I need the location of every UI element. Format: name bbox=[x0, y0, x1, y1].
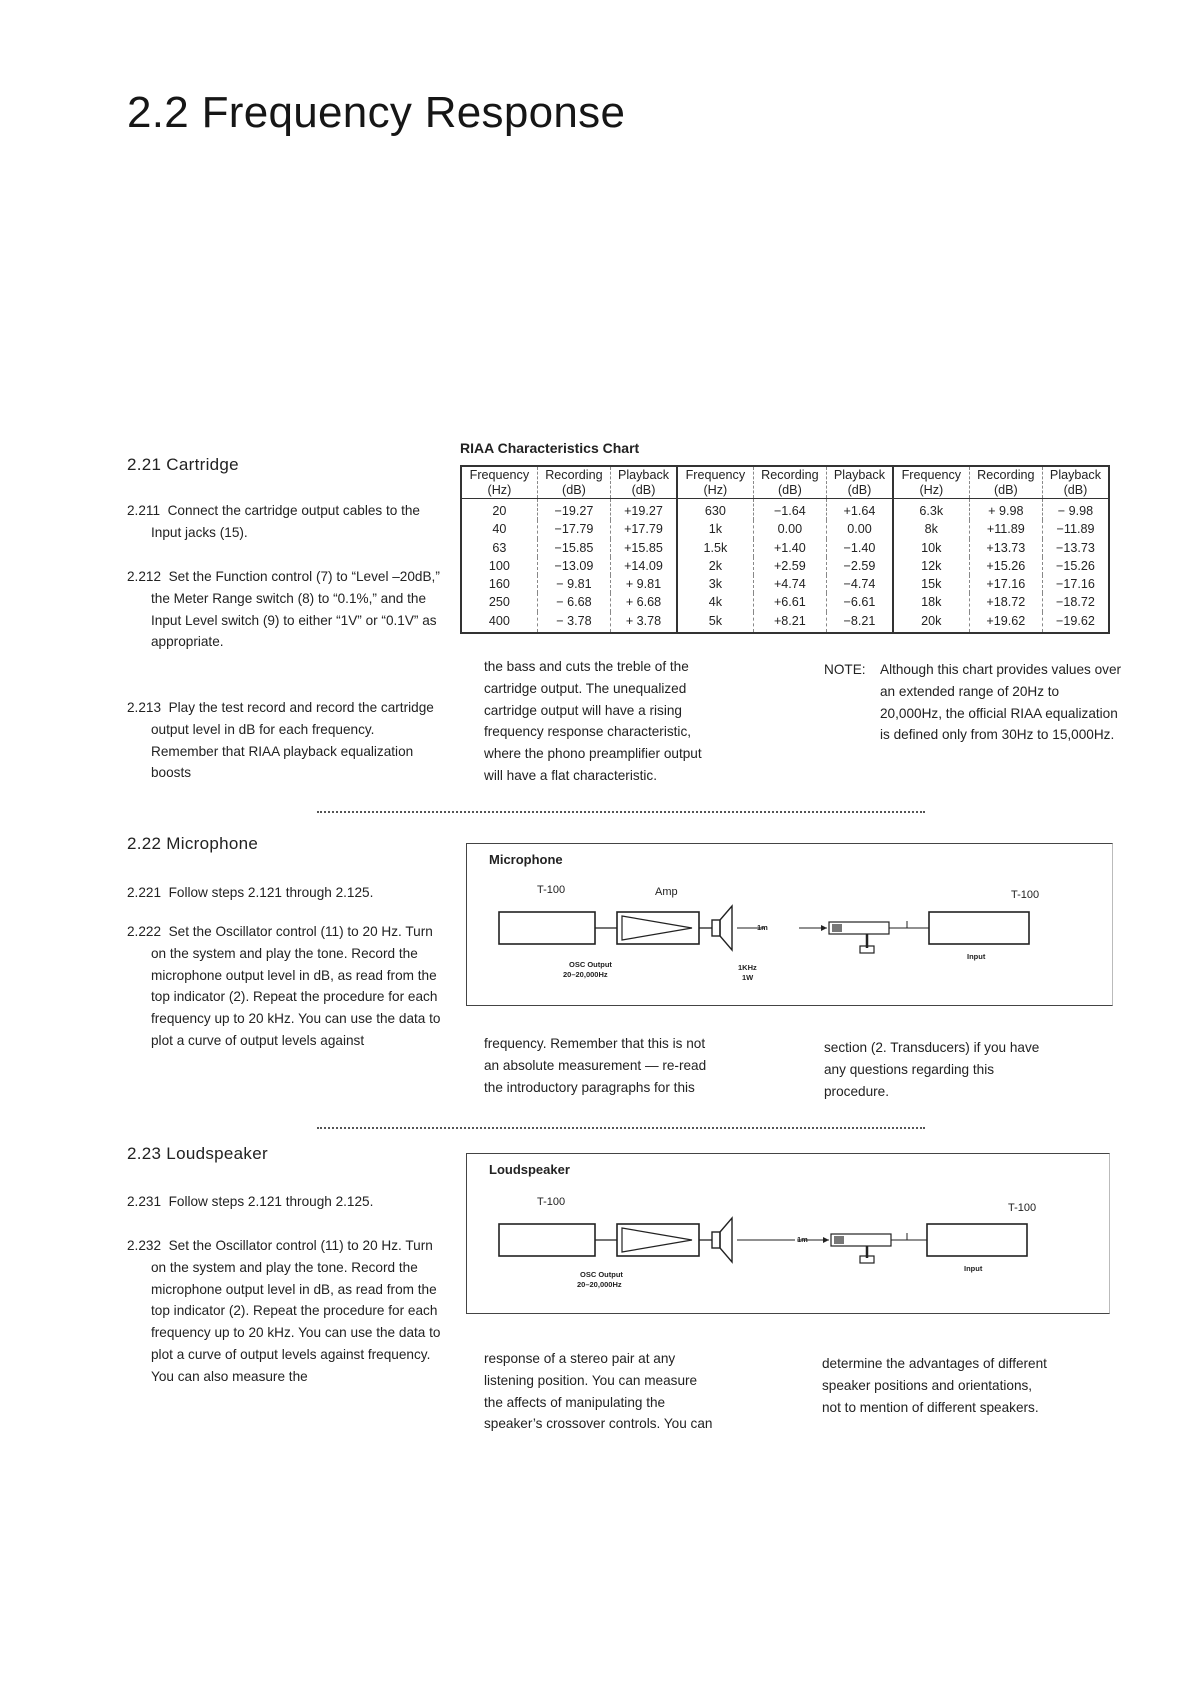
riaa-cell: −13.09 bbox=[537, 557, 610, 575]
riaa-cell: 2k bbox=[677, 557, 753, 575]
microphone-heading: 2.22 Microphone bbox=[127, 834, 259, 853]
distance-label: 1m bbox=[757, 923, 768, 932]
step-text: Connect the cartridge output cables to the Input jacks (15). bbox=[151, 503, 420, 540]
step-number: 2.221 bbox=[127, 885, 162, 900]
riaa-cell: +6.61 bbox=[753, 593, 826, 611]
step-text: Follow steps 2.121 through 2.125. bbox=[168, 1194, 374, 1209]
speaker-icon bbox=[712, 1232, 720, 1248]
step-text: Set the Oscillator control (11) to 20 Hz. Turn on the system and play the tone. Record the microphone output level in dB, as read from the top indicator (2). Repeat the procedure for each frequency up to 20 kHz. You can use the data to plot a curve of output levels against bbox=[151, 924, 441, 1048]
right-device-label: T-100 bbox=[1011, 889, 1040, 901]
riaa-cell: −15.26 bbox=[1056, 558, 1095, 573]
riaa-cell: +19.62 bbox=[969, 612, 1042, 633]
step-number: 2.211 bbox=[127, 503, 161, 518]
analyzer-box bbox=[927, 1224, 1027, 1256]
note-text: Although this chart provides values over an extended range of 20Hz to 20,000Hz, the official RIAA equalization is defined only from 30Hz to 15,000Hz. bbox=[880, 662, 1122, 743]
riaa-row bbox=[461, 575, 1109, 593]
microphone-diagram bbox=[466, 843, 1113, 1006]
riaa-body bbox=[461, 499, 1109, 634]
riaa-cell: +8.21 bbox=[753, 612, 826, 633]
riaa-cell: − 9.81 bbox=[537, 575, 610, 593]
riaa-cell: +13.73 bbox=[969, 539, 1042, 557]
riaa-cell: +17.79 bbox=[611, 520, 677, 538]
riaa-row bbox=[461, 612, 1109, 633]
speaker-power-label: 1W bbox=[742, 973, 754, 982]
step-number: 2.213 bbox=[127, 700, 162, 715]
riaa-cell: + 6.68 bbox=[611, 593, 677, 611]
step-number: 2.231 bbox=[127, 1194, 162, 1209]
col-header: Playback (dB) bbox=[611, 466, 677, 499]
step-number: 2.212 bbox=[127, 569, 162, 584]
riaa-cell: 0.00 bbox=[827, 520, 893, 538]
riaa-cell: −17.79 bbox=[537, 520, 610, 538]
riaa-cell: 100 bbox=[461, 557, 537, 575]
riaa-row bbox=[461, 520, 1109, 538]
microphone-col3-text: section (2. Transducers) if you have any questions regarding this procedure. bbox=[824, 1040, 1040, 1099]
riaa-row bbox=[461, 557, 1109, 575]
col-header: Playback (dB) bbox=[1042, 466, 1109, 499]
step-number: 2.232 bbox=[127, 1238, 162, 1253]
riaa-header-row bbox=[461, 466, 1109, 499]
riaa-cell: 8k bbox=[893, 520, 969, 538]
cartridge-note bbox=[824, 659, 1124, 746]
riaa-cell: −18.72 bbox=[1056, 595, 1095, 610]
microphone-setup-illustration bbox=[467, 844, 1112, 1005]
speaker-icon bbox=[712, 920, 720, 936]
riaa-cell: 18k bbox=[893, 593, 969, 611]
riaa-cell: 20k bbox=[893, 612, 969, 633]
step-2-211 bbox=[127, 500, 451, 544]
riaa-cell: 10k bbox=[893, 539, 969, 557]
riaa-cell: −17.16 bbox=[1056, 577, 1095, 592]
step-number: 2.222 bbox=[127, 924, 162, 939]
riaa-cell: 3k bbox=[677, 575, 753, 593]
step-text: Play the test record and record the cartridge output level in dB for each frequency. Remember that RIAA playback equalization boosts bbox=[151, 700, 434, 781]
step-text: Set the Oscillator control (11) to 20 Hz. Turn on the system and play the tone. Record the microphone output level in dB, as read from the top indicator (2). Repeat the procedure for each frequency up to 20 kHz. You can use the data to plot a curve of output levels against frequency. You can also measure the bbox=[151, 1238, 441, 1384]
riaa-cell: − 3.78 bbox=[537, 612, 610, 633]
riaa-cell: 6.3k bbox=[893, 499, 969, 521]
step-2-213 bbox=[127, 697, 441, 784]
riaa-cell: −19.62 bbox=[1056, 613, 1095, 628]
osc-range-label: 20–20,000Hz bbox=[563, 970, 608, 979]
riaa-cell: +17.16 bbox=[969, 575, 1042, 593]
riaa-cell: −6.61 bbox=[827, 593, 893, 611]
page-title: 2.2 Frequency Response bbox=[127, 88, 626, 137]
cartridge-col2-text: the bass and cuts the treble of the cartridge output. The unequalized cartridge output will have a rising frequency response characteristic, where the phono preamplifier output will have a flat characteristic. bbox=[484, 659, 702, 783]
riaa-cell: +18.72 bbox=[969, 593, 1042, 611]
riaa-cell: 12k bbox=[893, 557, 969, 575]
left-device-label: T-100 bbox=[537, 1196, 566, 1208]
step-text: Follow steps 2.121 through 2.125. bbox=[168, 885, 374, 900]
riaa-cell: 1.5k bbox=[677, 539, 753, 557]
riaa-cell: 0.00 bbox=[753, 520, 826, 538]
riaa-cell: +14.09 bbox=[611, 557, 677, 575]
riaa-cell: +19.27 bbox=[611, 499, 677, 521]
input-label: Input bbox=[964, 1264, 983, 1273]
loudspeaker-col3-text: determine the advantages of different speaker positions and orientations, not to mention of different speakers. bbox=[822, 1356, 1047, 1415]
amp-triangle-icon bbox=[622, 916, 692, 940]
step-2-221 bbox=[127, 882, 471, 904]
riaa-chart-title: RIAA Characteristics Chart bbox=[460, 440, 640, 456]
analyzer-box bbox=[929, 912, 1029, 944]
input-label: Input bbox=[967, 952, 986, 961]
step-2-231 bbox=[127, 1191, 471, 1213]
amp-label: Amp bbox=[655, 886, 678, 898]
step-text: Set the Function control (7) to “Level –20dB,” the Meter Range switch (8) to “0.1%,” and the Input Level switch (9) to either “1V” or “0.1V” as appropriate. bbox=[151, 569, 440, 650]
riaa-cell: − 9.98 bbox=[1057, 504, 1094, 518]
note-label: NOTE: bbox=[824, 662, 866, 677]
step-2-222 bbox=[127, 921, 451, 1052]
riaa-cell: 4k bbox=[677, 593, 753, 611]
riaa-row bbox=[461, 499, 1109, 521]
right-device-label: T-100 bbox=[1008, 1202, 1037, 1214]
riaa-cell: 1k bbox=[677, 520, 753, 538]
riaa-cell: +15.26 bbox=[969, 557, 1042, 575]
step-2-232 bbox=[127, 1235, 451, 1388]
riaa-cell: 15k bbox=[893, 575, 969, 593]
distance-label: 1m bbox=[797, 1235, 808, 1244]
riaa-cell: +11.89 bbox=[969, 520, 1042, 538]
riaa-cell: +4.74 bbox=[753, 575, 826, 593]
riaa-cell: + 3.78 bbox=[611, 612, 677, 633]
riaa-cell: −1.64 bbox=[753, 499, 826, 521]
diagram-title: Microphone bbox=[489, 852, 563, 867]
riaa-cell: 400 bbox=[461, 612, 537, 633]
col-header: Recording (dB) bbox=[537, 466, 610, 499]
riaa-cell: −4.74 bbox=[827, 575, 893, 593]
speaker-freq-label: 1KHz bbox=[738, 963, 757, 972]
riaa-cell: −1.40 bbox=[827, 539, 893, 557]
riaa-cell: +15.85 bbox=[611, 539, 677, 557]
riaa-cell: + 9.98 bbox=[969, 499, 1042, 521]
col-header: Frequency (Hz) bbox=[893, 466, 969, 499]
riaa-cell: + 9.81 bbox=[611, 575, 677, 593]
riaa-cell: +2.59 bbox=[753, 557, 826, 575]
section-divider bbox=[317, 811, 925, 813]
loudspeaker-diagram bbox=[466, 1153, 1110, 1314]
osc-output-label: OSC Output bbox=[580, 1270, 623, 1279]
riaa-cell: 20 bbox=[461, 499, 537, 521]
riaa-cell: 630 bbox=[677, 499, 753, 521]
riaa-cell: −11.89 bbox=[1056, 522, 1095, 537]
riaa-cell: −8.21 bbox=[827, 612, 893, 633]
cartridge-heading: 2.21 Cartridge bbox=[127, 455, 239, 474]
riaa-cell: 40 bbox=[461, 520, 537, 538]
left-device-label: T-100 bbox=[537, 884, 566, 896]
riaa-table bbox=[460, 465, 1110, 634]
riaa-cell: 5k bbox=[677, 612, 753, 633]
loudspeaker-setup-illustration bbox=[467, 1154, 1109, 1313]
step-2-212 bbox=[127, 566, 451, 653]
riaa-cell: 250 bbox=[461, 593, 537, 611]
riaa-cell: +1.40 bbox=[753, 539, 826, 557]
riaa-cell: +1.64 bbox=[827, 499, 893, 521]
osc-output-label: OSC Output bbox=[569, 960, 612, 969]
riaa-cell: −15.85 bbox=[537, 539, 610, 557]
col-header: Recording (dB) bbox=[969, 466, 1042, 499]
riaa-row bbox=[461, 539, 1109, 557]
loudspeaker-heading: 2.23 Loudspeaker bbox=[127, 1144, 268, 1163]
riaa-cell: −13.73 bbox=[1056, 540, 1095, 555]
amp-triangle-icon bbox=[622, 1228, 692, 1252]
riaa-cell: −2.59 bbox=[827, 557, 893, 575]
oscillator-box bbox=[499, 1224, 595, 1256]
section-divider bbox=[317, 1127, 925, 1129]
col-header: Frequency (Hz) bbox=[461, 466, 537, 499]
osc-range-label: 20–20,000Hz bbox=[577, 1280, 622, 1289]
riaa-cell: 63 bbox=[461, 539, 537, 557]
diagram-title: Loudspeaker bbox=[489, 1162, 570, 1177]
riaa-cell: −19.27 bbox=[537, 499, 610, 521]
riaa-cell: 160 bbox=[461, 575, 537, 593]
col-header: Frequency (Hz) bbox=[677, 466, 753, 499]
col-header: Recording (dB) bbox=[753, 466, 826, 499]
microphone-col2-text: frequency. Remember that this is not an absolute measurement — re-read the introductory paragraphs for this bbox=[484, 1036, 707, 1095]
loudspeaker-col2-text: response of a stereo pair at any listening position. You can measure the affects of manipulating the speaker’s crossover controls. You can bbox=[484, 1351, 713, 1432]
col-header: Playback (dB) bbox=[827, 466, 893, 499]
riaa-cell: − 6.68 bbox=[537, 593, 610, 611]
oscillator-box bbox=[499, 912, 595, 944]
riaa-row bbox=[461, 593, 1109, 611]
